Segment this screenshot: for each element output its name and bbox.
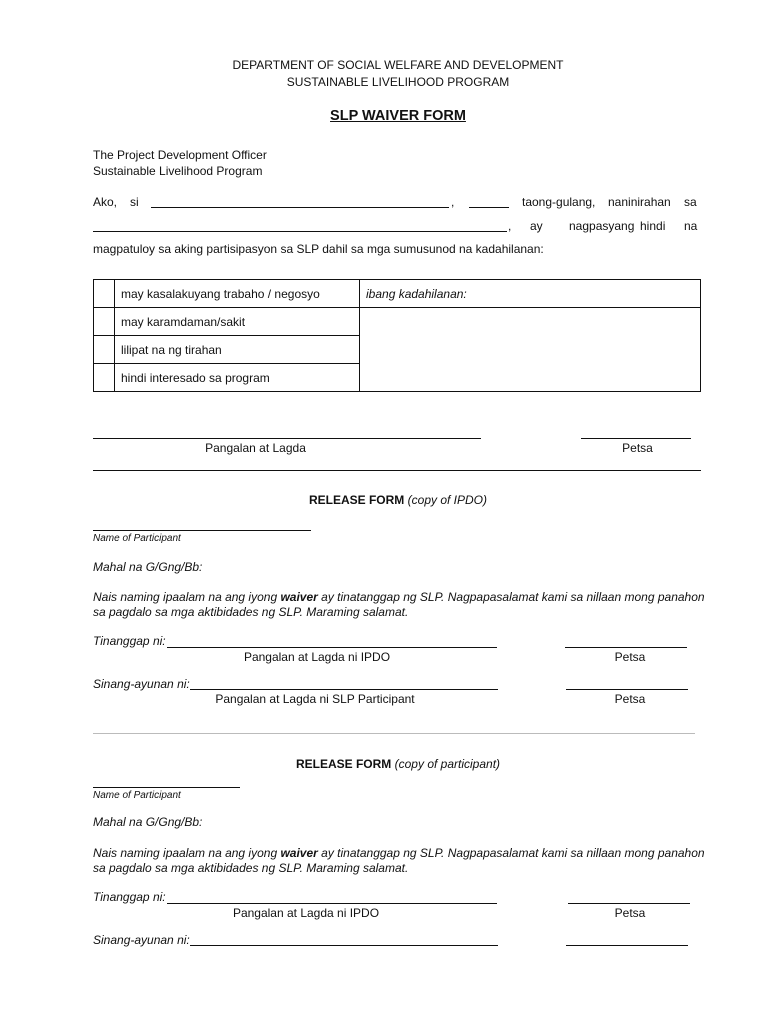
word-hindi: hindi	[640, 219, 666, 233]
date-line[interactable]	[565, 647, 687, 648]
ipdo-signature-line[interactable]	[167, 903, 497, 904]
release-title-italic: (copy of IPDO)	[407, 493, 488, 507]
date-label: Petsa	[614, 692, 646, 706]
addressee-line1: The Project Development Officer	[93, 148, 267, 162]
body-text: ay tinatanggap ng SLP. Nagpapasalamat kami sa nillaan mong panahon	[321, 846, 705, 860]
release-body-line2: sa pagdalo sa mga aktibidades ng SLP. Maraming salamat.	[93, 861, 409, 875]
date-line[interactable]	[566, 689, 688, 690]
body-bold-word: waiver	[280, 846, 318, 860]
body-text: Nais naming ipaalam na ang iyong	[93, 590, 278, 604]
word-naninirahan: naninirahan	[608, 195, 671, 209]
statement-line3: magpatuloy sa aking partisipasyon sa SLP dahil sa mga sumusunod na kadahilanan:	[93, 242, 544, 256]
release-body-line2: sa pagdalo sa mga aktibidades ng SLP. Maraming salamat.	[93, 605, 409, 619]
reason-label: hindi interesado sa program	[115, 364, 360, 392]
date-label: Petsa	[622, 441, 653, 455]
word-ako: Ako,	[93, 195, 118, 209]
participant-name-line[interactable]	[93, 530, 311, 531]
salutation: Mahal na G/Gng/Bb:	[93, 560, 203, 574]
addressee-line2: Sustainable Livelihood Program	[93, 164, 263, 178]
signature-label: Pangalan at Lagda	[205, 441, 306, 455]
participant-label: Name of Participant	[93, 790, 181, 801]
reason-checkbox[interactable]	[94, 280, 115, 308]
received-label: Tinanggap ni:	[93, 890, 166, 904]
ipdo-signature-label: Pangalan at Lagda ni IPDO	[232, 906, 380, 920]
agreed-label: Sinang-ayunan ni:	[93, 677, 190, 691]
agency-name: DEPARTMENT OF SOCIAL WELFARE AND DEVELOPMENT	[232, 58, 564, 72]
release-title	[0, 493, 768, 507]
address-blank[interactable]	[93, 231, 507, 232]
form-title: SLP WAIVER FORM	[330, 108, 466, 124]
signature-line[interactable]	[93, 438, 481, 439]
date-label: Petsa	[614, 650, 646, 664]
ipdo-signature-label: Pangalan at Lagda ni IPDO	[243, 650, 391, 664]
age-blank[interactable]	[469, 207, 509, 208]
participant-signature-label: Pangalan at Lagda ni SLP Participant	[215, 692, 415, 706]
ipdo-signature-line[interactable]	[167, 647, 497, 648]
word-ay: ay	[530, 219, 543, 233]
participant-name-line[interactable]	[93, 787, 240, 788]
date-line[interactable]	[581, 438, 691, 439]
word-taong-gulang: taong-gulang,	[522, 195, 596, 209]
participant-label: Name of Participant	[93, 533, 181, 544]
comma: ,	[451, 195, 455, 209]
word-sa: sa	[684, 195, 697, 209]
word-na: na	[684, 219, 698, 233]
date-label: Petsa	[614, 906, 646, 920]
reason-label: lilipat na ng tirahan	[115, 336, 360, 364]
name-blank[interactable]	[151, 207, 449, 208]
section-divider	[93, 470, 701, 471]
reason-checkbox[interactable]	[94, 308, 115, 336]
release-body-line1	[93, 590, 705, 604]
other-reason-field[interactable]	[360, 308, 701, 392]
release-title	[0, 757, 768, 771]
word-nagpasyang: nagpasyang	[569, 219, 635, 233]
reason-label: may kasalakuyang trabaho / negosyo	[115, 280, 360, 308]
reason-checkbox[interactable]	[94, 364, 115, 392]
body-text: ay tinatanggap ng SLP. Nagpapasalamat kami sa nillaan mong panahon	[321, 590, 705, 604]
word-si: si	[130, 195, 139, 209]
date-line[interactable]	[566, 945, 688, 946]
program-name: SUSTAINABLE LIVELIHOOD PROGRAM	[286, 75, 510, 89]
reasons-table	[93, 279, 701, 392]
participant-signature-line[interactable]	[190, 945, 498, 946]
salutation: Mahal na G/Gng/Bb:	[93, 815, 203, 829]
release-title-italic: (copy of participant)	[394, 757, 501, 771]
agreed-label: Sinang-ayunan ni:	[93, 933, 190, 947]
date-line[interactable]	[568, 903, 690, 904]
reason-label: may karamdaman/sakit	[115, 308, 360, 336]
release-body-line1	[93, 846, 705, 860]
release-title-bold: RELEASE FORM	[308, 493, 405, 507]
other-reason-label: ibang kadahilanan:	[360, 280, 701, 308]
body-text: Nais naming ipaalam na ang iyong	[93, 846, 278, 860]
comma: ,	[508, 219, 512, 233]
reason-checkbox[interactable]	[94, 336, 115, 364]
release-title-bold: RELEASE FORM	[295, 757, 392, 771]
body-bold-word: waiver	[280, 590, 318, 604]
received-label: Tinanggap ni:	[93, 634, 166, 648]
cut-line	[93, 733, 695, 734]
participant-signature-line[interactable]	[190, 689, 498, 690]
